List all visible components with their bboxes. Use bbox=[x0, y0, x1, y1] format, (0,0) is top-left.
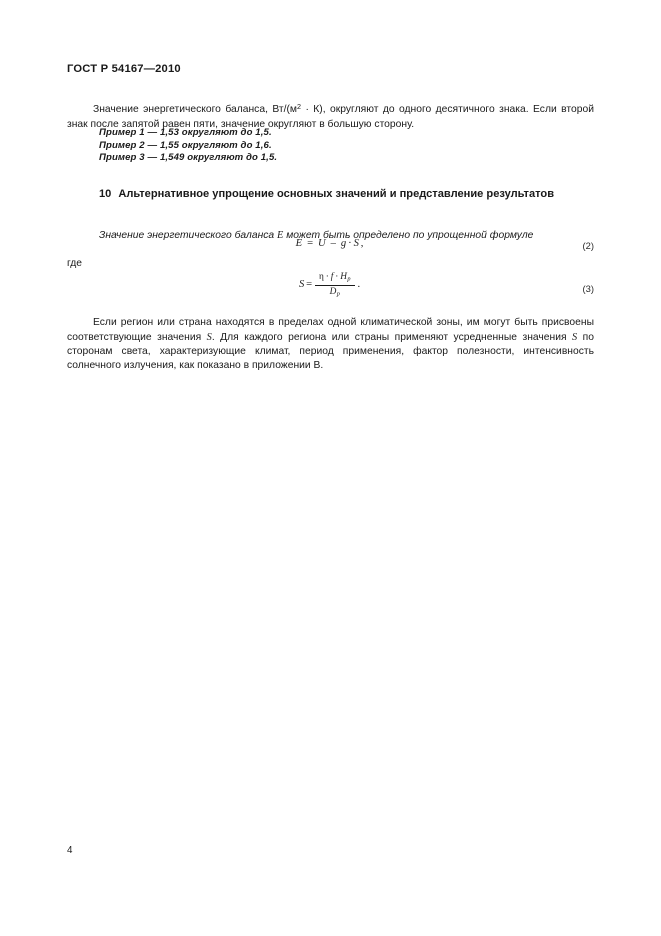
denominator-d: D bbox=[329, 287, 337, 298]
formula-3-expression bbox=[67, 271, 594, 299]
equation-number-3: (3) bbox=[582, 283, 594, 294]
standard-header: ГОСТ Р 54167—2010 bbox=[67, 63, 181, 75]
examples-list bbox=[99, 127, 277, 165]
example-item-2: Пример 2 — 1,55 округляют до 1,6. bbox=[99, 139, 272, 151]
formula-2-expression bbox=[67, 238, 594, 249]
example-item-3: Пример 3 — 1,549 округляют до 1,5. bbox=[99, 152, 278, 164]
region-text-segment-1: Если регион или страна находятся в пределах одной климатической зоны, им могут быть присвоены соответствующие значения bbox=[67, 317, 594, 343]
section-heading bbox=[99, 187, 594, 203]
section-title: Альтернативное упрощение основных значений и представление результатов bbox=[118, 188, 555, 201]
variable-s-first: S bbox=[206, 331, 212, 343]
fraction-numerator bbox=[315, 272, 355, 285]
fraction-denominator bbox=[326, 286, 345, 299]
formula-2-minus: – bbox=[330, 238, 337, 249]
formula-2-block bbox=[67, 238, 594, 249]
formula-3-equals: = bbox=[306, 279, 313, 291]
where-label: где bbox=[67, 258, 83, 269]
eta-symbol: η bbox=[319, 272, 325, 282]
numerator-h-subscript: p bbox=[347, 275, 351, 283]
region-text-segment-3: по сторонам света, характеризующие климат, период применения, фактор полезности, интенсивность солнечного излучения, как показано в приложении В. bbox=[67, 331, 594, 371]
square-meter-superscript: 2 bbox=[297, 102, 302, 112]
formula-3-block bbox=[67, 271, 594, 299]
numerator-dot-1: · bbox=[325, 272, 330, 282]
equation-number-2: (2) bbox=[582, 240, 594, 251]
formula-2-term-u: U bbox=[318, 238, 327, 249]
numerator-f: f bbox=[330, 272, 334, 282]
formula-2-left: E bbox=[295, 238, 303, 249]
formula-3-fraction-expression bbox=[299, 271, 362, 299]
formula-2-term-s: S bbox=[353, 238, 360, 249]
intro-text-before-variable: Значение энергетического баланса bbox=[99, 230, 278, 242]
numerator-h: H bbox=[340, 272, 348, 282]
fraction bbox=[315, 272, 355, 300]
formula-2-multiplication-dot: · bbox=[348, 238, 353, 249]
denominator-d-subscript: p bbox=[336, 290, 341, 298]
intro-text-after-variable: может быть определено по упрощенной формуле bbox=[283, 230, 534, 242]
region-text-segment-2: . Для каждого региона или страны применяют усредненные значения bbox=[211, 331, 573, 343]
example-item-1: Пример 1 — 1,53 округляют до 1,5. bbox=[99, 127, 272, 138]
numerator-dot-2: · bbox=[335, 272, 339, 282]
formula-3-trailing-period: . bbox=[357, 279, 361, 291]
formula-2-equals: = bbox=[307, 238, 314, 249]
formula-2-term-g: g bbox=[340, 238, 347, 249]
region-paragraph bbox=[67, 316, 594, 373]
formula-3-left: S bbox=[298, 279, 305, 291]
formula-2-comma: , bbox=[360, 238, 364, 249]
rounding-text-before-unit: Значение энергетического баланса, Вт/(м bbox=[93, 104, 298, 116]
section-number: 10 bbox=[99, 188, 112, 201]
page-number: 4 bbox=[67, 845, 73, 856]
variable-e: E bbox=[277, 230, 284, 242]
rounding-text-after-unit: · К), округляют до одного десятичного знака. Если второй знак после запятой равен пяти, значение округляют в большую сторону. bbox=[67, 104, 594, 130]
variable-s-second: S bbox=[572, 331, 578, 343]
